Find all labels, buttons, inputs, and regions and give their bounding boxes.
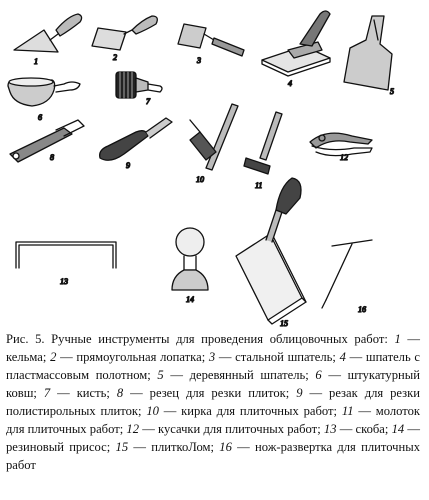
steel-spatula-illustration <box>178 24 244 56</box>
caption-item-number: 4 <box>339 350 346 364</box>
caption-item-number: 16 <box>219 440 232 454</box>
staple-illustration <box>16 242 116 268</box>
label-5: 5 <box>390 87 394 96</box>
label-10: 10 <box>196 175 204 184</box>
caption-item-number: 15 <box>115 440 129 454</box>
polystyrene-cutter-illustration <box>100 118 172 160</box>
caption-item-number: 13 <box>323 422 337 436</box>
caption-item <box>110 386 289 400</box>
caption-item-text: — шпатель с пластмассовым полотном; <box>6 350 420 382</box>
label-1: 1 <box>34 57 38 66</box>
caption-item-text: — нож-развертка для плиточных работ <box>6 440 420 472</box>
caption-item <box>110 440 214 454</box>
plastic-spatula-illustration <box>262 11 330 76</box>
plaster-scoop-illustration <box>8 78 80 106</box>
caption-item-number: 11 <box>341 404 354 418</box>
caption-item <box>46 350 205 364</box>
brush-illustration <box>116 72 162 98</box>
caption-item-text: — скоба; <box>336 422 389 436</box>
caption-item-text: — резец для резки плиток; <box>123 386 290 400</box>
caption-item <box>37 386 110 400</box>
label-13: 13 <box>60 277 68 286</box>
caption-item-number: 8 <box>116 386 124 400</box>
caption-item-text: — прямоугольная лопатка; <box>56 350 206 364</box>
tile-cutter-illustration <box>10 120 84 162</box>
caption-item <box>205 350 336 364</box>
label-6: 6 <box>38 113 42 122</box>
caption-item-text: — кусачки для плиточных работ; <box>139 422 321 436</box>
label-14: 14 <box>186 295 194 304</box>
label-2: 2 <box>113 53 117 62</box>
caption-intro: Ручные инструменты для проведения облицовочных работ: <box>51 332 388 346</box>
caption-item-number: 1 <box>394 332 401 346</box>
label-3: 3 <box>197 56 201 65</box>
caption-item-text: — кисть; <box>50 386 110 400</box>
label-9: 9 <box>126 161 130 170</box>
caption-items <box>6 332 420 472</box>
trowel-illustration <box>14 14 82 52</box>
label-16: 16 <box>358 305 366 314</box>
caption-item-number: 5 <box>157 368 164 382</box>
label-12: 12 <box>340 153 348 162</box>
label-15: 15 <box>280 319 288 328</box>
caption-item-text: — кирка для плиточных работ; <box>158 404 338 418</box>
caption-item-number: 6 <box>315 368 322 382</box>
label-8: 8 <box>50 153 54 162</box>
tile-breaker-illustration <box>236 178 306 324</box>
caption-item-number: 2 <box>50 350 57 364</box>
caption-item-text: — кельма; <box>6 332 420 364</box>
caption-item-text: — молоток для плиточных работ; <box>6 404 420 436</box>
tile-hammer-illustration <box>244 112 282 174</box>
label-4: 4 <box>288 79 292 88</box>
tile-pick-illustration <box>190 104 238 170</box>
caption-item-number: 9 <box>296 386 303 400</box>
caption-item-number: 14 <box>391 422 405 436</box>
caption-item <box>321 422 389 436</box>
caption-item-text: — деревянный шпатель; <box>163 368 309 382</box>
figure-caption <box>6 330 420 474</box>
rectangular-trowel-illustration <box>92 16 157 50</box>
caption-item-text: — резиновый присос; <box>6 422 420 454</box>
unfolding-knife-illustration <box>322 240 372 308</box>
caption-item <box>123 422 320 436</box>
label-11: 11 <box>255 181 263 190</box>
caption-item-number: 7 <box>43 386 51 400</box>
caption-item-text: — резак для резки полистирольных плиток; <box>6 386 421 418</box>
wooden-spatula-illustration <box>344 16 392 90</box>
caption-item-text: — плиткоЛом; <box>128 440 215 454</box>
label-7: 7 <box>146 97 150 106</box>
suction-cup-illustration <box>172 228 208 290</box>
caption-item-number: 12 <box>126 422 140 436</box>
caption-item-number: 10 <box>146 404 159 418</box>
caption-item <box>142 404 338 418</box>
caption-item-text: — штукатурный ковш; <box>6 368 420 400</box>
caption-item-text: — стальной шпатель; <box>215 350 336 364</box>
caption-item-number: 3 <box>208 350 216 364</box>
figure-label: Рис. 5. <box>6 332 45 346</box>
caption-item <box>151 368 309 382</box>
